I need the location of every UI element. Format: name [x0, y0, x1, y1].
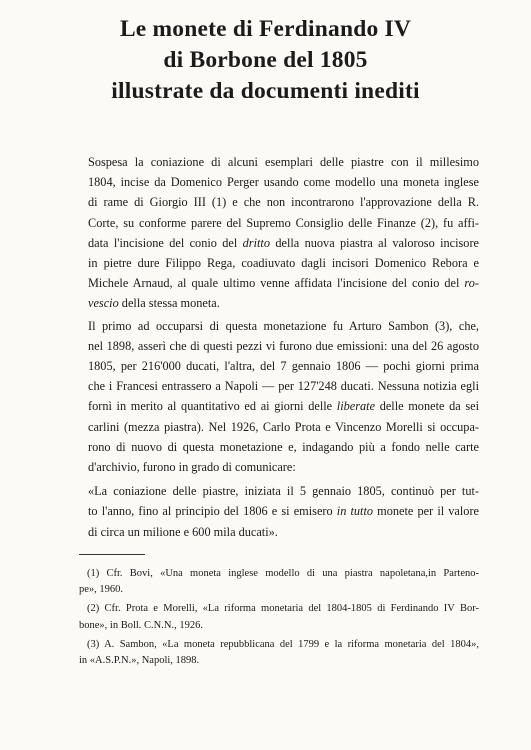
- italic-term-in-tutto: in tutto: [336, 504, 374, 519]
- italic-term-dritto: dritto: [242, 235, 270, 250]
- text-line: [79, 396, 479, 416]
- text-run: fornì in merito al quantitativo ed ai giorni delle: [88, 399, 337, 414]
- footnotes: [79, 566, 479, 672]
- text-line: nel 1898, asserì che di questi pezzi vi furono due emissioni: una del 26 agosto: [88, 338, 479, 353]
- footnote-3: [79, 637, 479, 669]
- article-body: [79, 152, 479, 542]
- text-run: delle monete da sei: [375, 399, 480, 414]
- article-title: [40, 14, 491, 107]
- italic-term-rovescio-part2: vescio: [88, 296, 119, 311]
- footnote-line: pe», 1960.: [79, 584, 124, 596]
- text-line: Il primo ad occuparsi di questa monetazione fu Arturo Sambon (3), che,: [88, 318, 479, 333]
- text-line: [79, 501, 479, 521]
- text-line: d'archivio, furono in grado di comunicare:: [88, 460, 296, 475]
- text-line: 1805, per 216'000 ducati, l'altra, del 7 gennaio 1806 — pochi giorni prima: [88, 359, 479, 374]
- footnote-line: in «A.S.P.N.», Napoli, 1898.: [79, 655, 200, 667]
- text-line: di circa un milione e 600 mila ducati».: [88, 524, 278, 539]
- text-line: rono di nuovo di questa monetazione e, indagando più a fondo nelle carte: [88, 439, 479, 454]
- text-line: [79, 233, 479, 253]
- italic-term-liberate: liberate: [336, 399, 376, 414]
- text-run: della stessa moneta.: [118, 296, 220, 311]
- paragraph-2: [79, 316, 479, 478]
- title-line-3: illustrate da documenti inediti: [111, 78, 420, 104]
- text-line: «La coniazione delle piastre, iniziata il 5 gennaio 1805, continuò per tut-: [88, 484, 479, 499]
- footnote-line: (3) A. Sambon, «La moneta repubblicana del 1799 e la riforma monetaria del 1804»,: [87, 638, 479, 650]
- text-line: di rame di Giorgio III (1) e che non incontrarono l'approvazione della R.: [88, 195, 479, 210]
- footnote-line: (1) Cfr. Bovi, «Una moneta inglese modello di una piastra napoletana,in Parteno-: [87, 568, 479, 579]
- text-run: della nuova piastra al valoroso incisore: [270, 235, 480, 250]
- text-line: Corte, su conforme parere del Supremo Consiglio delle Finanze (2), fu affi-: [88, 215, 479, 230]
- footnote-separator: [79, 554, 145, 555]
- text-run: monete per il valore: [373, 504, 480, 519]
- footnote-2: [79, 601, 479, 633]
- paragraph-1: [79, 152, 479, 314]
- text-line: [79, 273, 479, 293]
- text-line: che i Francesi entrassero a Napoli — per 127'248 ducati. Nessuna notizia egli: [88, 379, 479, 394]
- text-line: Sospesa la coniazione di alcuni esemplari delle piastre con il millesimo: [88, 155, 479, 169]
- footnote-line: (2) Cfr. Prota e Morelli, «La riforma monetaria del 1804-1805 di Ferdinando IV Bor-: [87, 603, 479, 615]
- text-line: carlini (mezza piastra). Nel 1926, Carlo Prota e Vincenzo Morelli si occupa-: [88, 419, 479, 434]
- italic-term-rovescio-part1: ro-: [464, 276, 479, 291]
- text-run: Michele Arnaud, al quale ultimo venne affidata l'incisione del conio del: [88, 276, 465, 291]
- footnote-1: [79, 566, 479, 598]
- text-run: data l'incisione del conio del: [88, 235, 243, 250]
- text-line: [79, 293, 479, 313]
- text-run: to l'anno, fino al principio del 1806 e si emisero: [88, 504, 337, 519]
- quote-paragraph: [79, 481, 479, 542]
- footnote-line: bone», in Boll. C.N.N., 1926.: [79, 619, 203, 631]
- text-line: 1804, incise da Domenico Perger usando come modello una moneta inglese: [88, 175, 479, 190]
- text-line: in pietre dure Filippo Rega, coadiuvato dagli incisori Domenico Rebora e: [88, 256, 479, 271]
- title-line-1: Le monete di Ferdinando IV: [119, 16, 412, 42]
- title-line-2: di Borbone del 1805: [163, 47, 368, 73]
